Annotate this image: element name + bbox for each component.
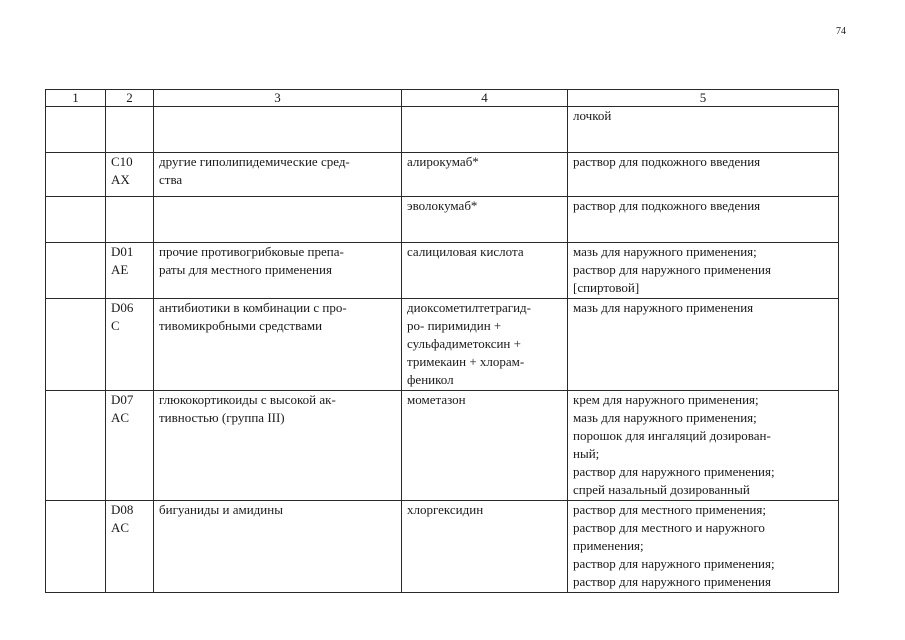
dosage-form-cell: раствор для подкожного введения bbox=[568, 153, 839, 197]
dosage-form-cell: раствор для подкожного введения bbox=[568, 197, 839, 243]
table-row bbox=[46, 299, 839, 391]
column-header: 3 bbox=[154, 90, 402, 107]
pharm-group-cell bbox=[154, 197, 402, 243]
dosage-form-cell: раствор для местного применения; раствор для местного и наружного применения; раствор для наружного применения; раствор для наружного применения bbox=[568, 501, 839, 593]
table-header-row bbox=[46, 90, 839, 107]
drug-name-cell: салициловая кислота bbox=[402, 243, 568, 299]
drug-name-cell: хлоргексидин bbox=[402, 501, 568, 593]
drug-name-cell: эволокумаб* bbox=[402, 197, 568, 243]
row-number-cell bbox=[46, 501, 106, 593]
drug-name-cell bbox=[402, 107, 568, 153]
atc-code-cell: D06 C bbox=[106, 299, 154, 391]
atc-code-cell: D08 AC bbox=[106, 501, 154, 593]
atc-code-cell bbox=[106, 107, 154, 153]
pharm-group-cell: глюкокортикоиды с высокой ак- тивностью (группа III) bbox=[154, 391, 402, 501]
table-row bbox=[46, 501, 839, 593]
pharm-group-cell: другие гиполипидемические сред- ства bbox=[154, 153, 402, 197]
atc-code-cell: D01 AE bbox=[106, 243, 154, 299]
row-number-cell bbox=[46, 197, 106, 243]
dosage-form-cell: лочкой bbox=[568, 107, 839, 153]
pharm-group-cell: прочие противогрибковые препа- раты для местного применения bbox=[154, 243, 402, 299]
pharm-group-cell: бигуаниды и амидины bbox=[154, 501, 402, 593]
column-header: 4 bbox=[402, 90, 568, 107]
column-header: 1 bbox=[46, 90, 106, 107]
drug-list-table bbox=[45, 89, 839, 593]
table-row bbox=[46, 391, 839, 501]
table-row bbox=[46, 197, 839, 243]
dosage-form-cell: мазь для наружного применения bbox=[568, 299, 839, 391]
atc-code-cell: D07 AC bbox=[106, 391, 154, 501]
atc-code-cell: C10 AX bbox=[106, 153, 154, 197]
row-number-cell bbox=[46, 391, 106, 501]
table-row bbox=[46, 153, 839, 197]
dosage-form-cell: мазь для наружного применения; раствор для наружного применения [спиртовой] bbox=[568, 243, 839, 299]
dosage-form-cell: крем для наружного применения; мазь для наружного применения; порошок для ингаляций дозирован- ный; раствор для наружного применения; спрей назальный дозированный bbox=[568, 391, 839, 501]
column-header: 5 bbox=[568, 90, 839, 107]
pharm-group-cell bbox=[154, 107, 402, 153]
drug-name-cell: мометазон bbox=[402, 391, 568, 501]
page-number: 74 bbox=[836, 26, 846, 37]
table-row bbox=[46, 243, 839, 299]
drug-name-cell: диоксометилтетрагид- ро- пиримидин + сульфадиметоксин + тримекаин + хлорам- феникол bbox=[402, 299, 568, 391]
pharm-group-cell: антибиотики в комбинации с про- тивомикробными средствами bbox=[154, 299, 402, 391]
column-header: 2 bbox=[106, 90, 154, 107]
table-row bbox=[46, 107, 839, 153]
drug-name-cell: алирокумаб* bbox=[402, 153, 568, 197]
row-number-cell bbox=[46, 153, 106, 197]
row-number-cell bbox=[46, 299, 106, 391]
row-number-cell bbox=[46, 107, 106, 153]
row-number-cell bbox=[46, 243, 106, 299]
atc-code-cell bbox=[106, 197, 154, 243]
